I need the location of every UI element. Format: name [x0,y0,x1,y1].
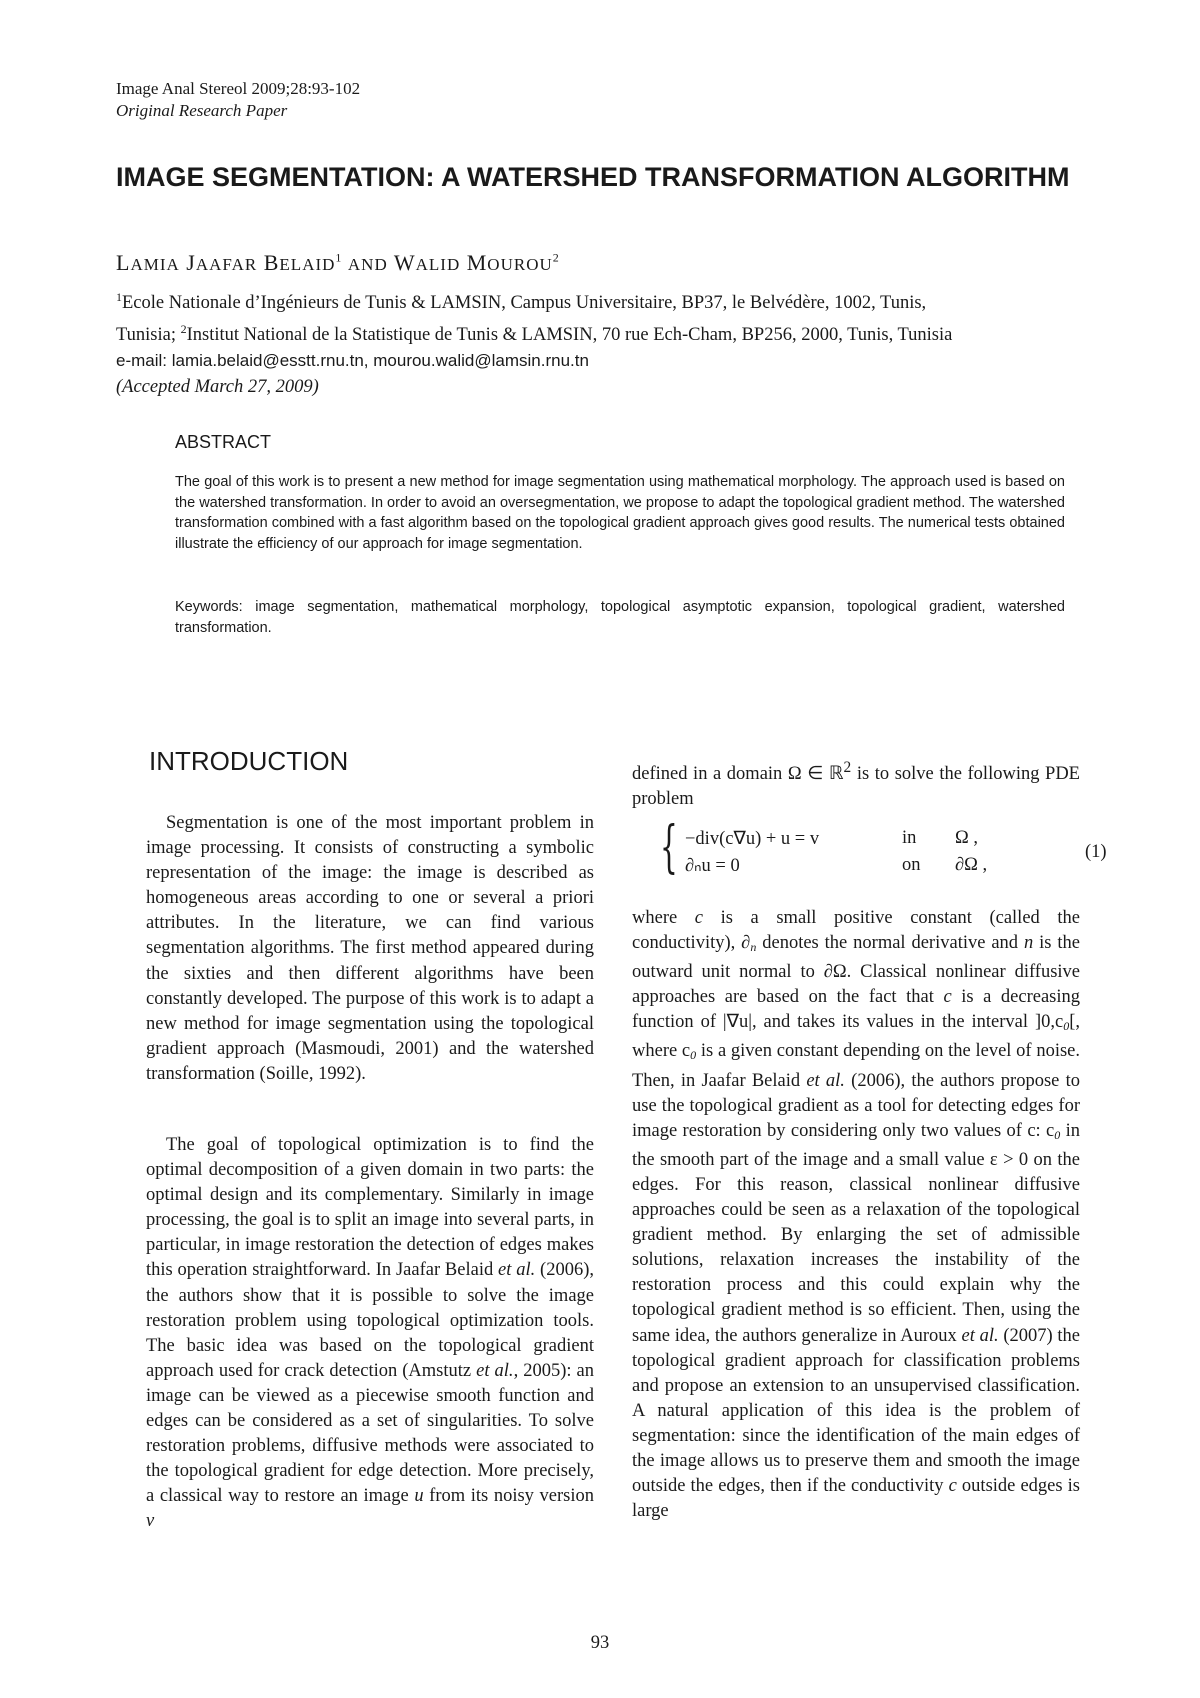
affil-sup-1: 1 [116,290,122,304]
author-2-last-rest: OUROU [487,255,553,274]
journal-citation: Image Anal Stereol 2009;28:93-102 [116,79,361,98]
text-run: from its noisy version [423,1486,594,1507]
affiliation-line-2 [116,316,1116,348]
text-run: [, where c [632,1012,1080,1062]
equation-qualifier: on [902,855,921,875]
author-emails: e-mail: lamia.belaid@esstt.rnu.tn, mourou.walid@lamsin.rnu.tn [116,351,589,371]
equation-lhs: ∂ₙu = 0 [685,856,740,876]
text-run: , 2005): an image can be viewed as a piecewise smooth function and edges can be considered as a set of singularities. To solve restoration problems, diffusive methods were associated to the topological gradient for edge detection. More precisely, a classical way to restore an image [146,1360,595,1507]
subscript: 0 [690,1048,697,1063]
affiliation-line-1 [116,284,1116,316]
text-run: is to solve the following PDE problem [632,764,1080,810]
et-al: et al. [498,1260,536,1281]
section-heading-introduction: INTRODUCTION [149,746,349,776]
author-1-first-rest: AMIA [130,255,180,274]
author-1-first-initial: L [116,250,131,275]
affil-sup-2: 2 [180,322,187,337]
abstract-text: The goal of this work is to present a new method for image segmentation using mathematical morphology. The approach used is based on the watershed transformation. In order to avoid an oversegmentation, we propose to adapt the topological gradient method. The watershed transformation combined with a fast algorithm based on the topological gradient approach gives good results. The numerical tests obtained illustrate the efficiency of our approach for image segmentation. [175,474,1065,552]
accepted-date: (Accepted March 27, 2009) [116,377,319,398]
equation-domain: ∂Ω , [955,855,988,875]
text-run: where [632,908,695,928]
text-run: The goal of topological optimization is to find the optimal decomposition of a given domain in two parts: the optimal design and its complementary. Similarly in image processing, the goal is to split an image into several parts, in particular, in image restoration the detection of edges makes this operation straightforward. In Jaafar Belaid [146,1135,594,1281]
author-1-mid-initial: J [186,250,196,275]
author-1-last-rest: ELAID [279,255,336,274]
author-1-mid-rest: AAFAR [195,255,258,274]
text-run: (2006), the authors show that it is possible to solve the image restoration problem using topological optimization tools. The basic idea was based on the topological gradient approach used for crack detection (Amstutz [146,1260,594,1381]
affiliation-1-country: Tunisia; [116,325,181,346]
intro-paragraph-1: Segmentation is one of the most important problem in image processing. It consists of constructing a symbolic representation of the image: the image is described as homogeneous areas according to one or several a priori attributes. In the literature, we can find various segmentation algorithms. The first method appeared during the sixties and then different algorithms have been constantly developed. The purpose of this work is to adapt a new method for image segmentation using the topological gradient approach (Masmoudi, 2001) and the watershed transformation (Soille, 1992). [146,813,594,1084]
author-line [116,250,559,276]
math-var-v: v [146,1511,155,1532]
affiliation-2: Institut National de la Statistique de Tunis & LAMSIN, 70 rue Ech-Cham, BP256, 2000, Tunis, Tunisia [186,325,953,346]
math-var-n: n [1023,933,1034,954]
text-run: (2006), the authors propose to use the topological gradient as a tool for detecting edges for image restoration by considering only two values of c: c [632,1070,1080,1141]
paper-title: IMAGE SEGMENTATION: A WATERSHED TRANSFORMATION ALGORITHM [116,162,1070,192]
text-run: defined in a domain Ω ∈ ℝ [632,764,844,785]
et-al: et al. [961,1325,999,1346]
author-1-affil-sup: 1 [335,250,342,265]
math-var-u: u [414,1486,424,1507]
text-run: is a given constant depending on the level of noise. Then, in Jaafar Belaid [632,1041,1080,1091]
author-conjunction: AND [347,255,388,274]
author-2-affil-sup: 2 [552,250,559,265]
math-var-c: c [694,908,704,928]
text-run: is a decreasing function of |∇u|, and takes its values in the interval ]0,c [632,987,1080,1033]
right-paragraph-2 [632,906,1080,1524]
equation-number: (1) [1085,842,1107,862]
equation-qualifier: in [902,828,917,848]
equation-lhs: −div(c∇u) + u = v [685,829,820,849]
subscript: 0 [1063,1019,1070,1034]
text-run: (2007) the topological gradient approach for classification problems and propose an extension to an unsupervised classification. A natural application of this idea is the problem of segmentation: since the identification of the main edges of the image allows us to preserve them and smooth the image outside the edges, then if the conductivity [632,1325,1080,1497]
keywords: Keywords: image segmentation, mathematical morphology, topological asymptotic expansion, topological gradient, watershed transformation. [175,599,1065,636]
author-2-first-rest: ALID [415,255,461,274]
affiliations [116,284,1116,400]
text-run: is a small positive constant (called the conductivity), ∂ [632,908,1080,954]
et-al: et al. [476,1360,514,1381]
journal-header [116,78,360,122]
author-1-last-initial: B [263,250,280,275]
affiliation-1: Ecole Nationale d’Ingénieurs de Tunis & LAMSIN, Campus Universitaire, BP37, le Belvédère, 1002, Tunis, [122,293,927,314]
left-brace-icon: { [660,815,678,880]
et-al: et al. [806,1070,845,1091]
superscript: 2 [843,759,852,776]
math-var-c: c [948,1476,957,1497]
subscript: n [750,940,757,955]
text-run: is the outward unit normal to ∂Ω. Classical nonlinear diffusive approaches are based on the fact that [632,933,1080,1008]
paper-type: Original Research Paper [116,101,288,120]
equation-domain: Ω , [955,828,978,848]
intro-paragraph-2 [146,1133,594,1535]
abstract-heading: ABSTRACT [175,432,272,452]
right-paragraph-1 [632,755,1080,812]
subscript: 0 [1054,1127,1061,1142]
page-number: 93 [590,1633,610,1653]
author-2-first-initial: W [393,250,416,275]
text-run: in the smooth part of the image and a small value ε > 0 on the edges. For this reason, classical nonlinear diffusive approaches could be seen as a relaxation of the topological gradient method. By enlarging the set of admissible solutions, relaxation increases the instability of the restoration process and this could explain why the topological gradient method is so efficient. Then, using the same idea, the authors generalize in Auroux [632,1120,1080,1346]
author-2-last-initial: M [466,250,488,275]
math-var-c: c [943,987,952,1008]
equation-1 [660,815,1107,886]
text-run: outside edges is large [632,1476,1080,1522]
text-run: denotes the normal derivative and [756,933,1024,954]
